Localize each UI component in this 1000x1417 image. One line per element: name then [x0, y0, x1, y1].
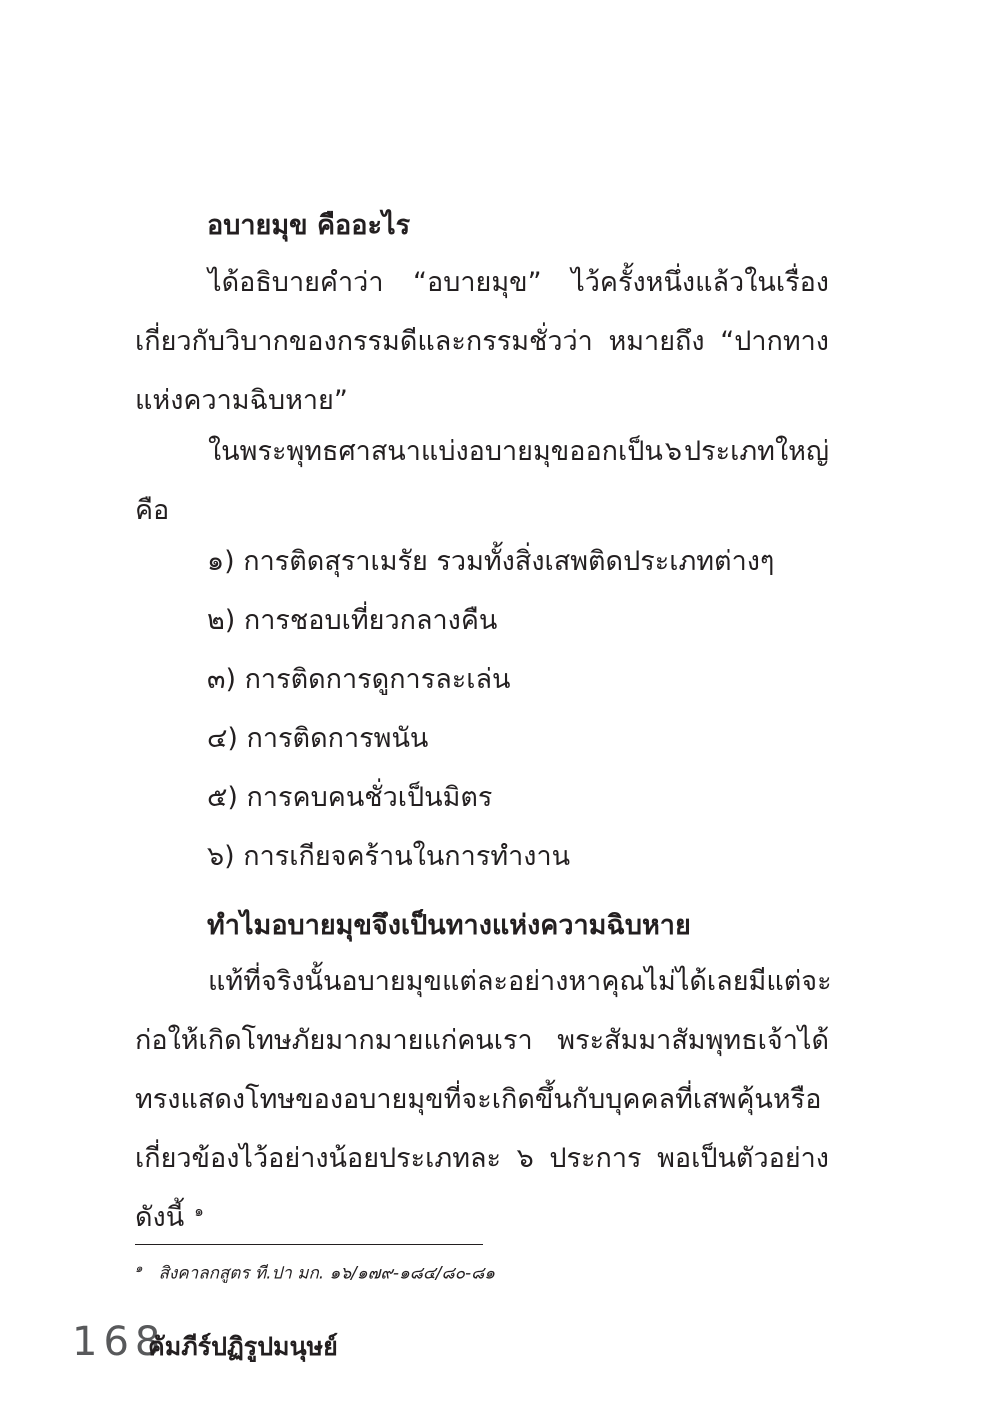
text-segment: “อบายมุข”: [413, 267, 542, 298]
text-segment: ประเภทใหญ่: [684, 436, 829, 467]
text-segment: “ปากทาง: [720, 326, 829, 357]
text-segment: ๖: [664, 436, 682, 467]
text-line: [135, 438, 829, 497]
list-item: ๕) การคบคนชั่วเป็นมิตร: [207, 782, 493, 813]
text-line: [135, 1027, 829, 1086]
footnote: [135, 1262, 495, 1283]
paragraph-definition: [135, 269, 829, 446]
text-segment: คือ: [135, 495, 170, 526]
book-title: คัมภีร์ปฏิรูปมนุษย์: [148, 1332, 338, 1361]
text-line: [135, 1086, 829, 1145]
text-segment: แห่งความฉิบหาย”: [135, 385, 348, 416]
text-line: [135, 269, 829, 328]
text-line: [135, 1145, 829, 1204]
text-segment: มีแต่จะ: [748, 966, 832, 997]
list-item: ๒) การชอบเที่ยวกลางคืน: [207, 605, 498, 636]
text-segment: หมายถึง: [608, 326, 705, 357]
list-item: ๖) การเกียจคร้านในการทำงาน: [207, 841, 571, 872]
paragraph-six-types: [135, 438, 829, 556]
footnote-divider: [135, 1244, 483, 1245]
text-segment: ในพระพุทธศาสนาแบ่งอบายมุขออกเป็น: [208, 436, 663, 467]
text-segment: ทรงแสดงโทษของอบายมุขที่จะเกิดขึ้นกับบุคคลที่เสพคุ้นหรือ: [135, 1084, 822, 1115]
text-segment: ประการ: [549, 1143, 642, 1174]
footnote-text: สิงคาลกสูตร ที.ปา มก. ๑๖/๑๗๙-๑๘๔/๘๐-๘๑: [158, 1263, 496, 1284]
text-segment: แท้ที่จริงนั้นอบายมุขแต่ละอย่างหาคุณไม่ได้เลย: [208, 966, 749, 997]
section-heading-what-is-apayamukha: อบายมุข คืออะไร: [207, 210, 411, 241]
list-item: ๑) การติดสุราเมรัย รวมทั้งสิ่งเสพติดประเภทต่างๆ: [207, 546, 775, 577]
text-line: [135, 328, 829, 387]
text-segment: พระสัมมาสัมพุทธเจ้าได้: [557, 1025, 829, 1056]
page-number: 168: [72, 1319, 167, 1365]
text-segment: เกี่ยวกับวิบากของกรรมดีและกรรมชั่วว่า: [135, 326, 593, 357]
text-line: [135, 966, 832, 1027]
text-segment: ได้อธิบายคำว่า: [208, 267, 384, 298]
text-segment: ก่อให้เกิดโทษภัยมากมายแก่คนเรา: [135, 1025, 533, 1056]
text-segment: ๖: [516, 1143, 534, 1174]
list-item: ๓) การติดการดูการละเล่น: [207, 664, 511, 695]
section-heading-why-ruin: ทำไมอบายมุขจึงเป็นทางแห่งความฉิบหาย: [207, 910, 691, 941]
footnote-mark: ๑: [135, 1261, 143, 1275]
text-segment: พอเป็นตัวอย่าง: [657, 1143, 829, 1174]
list-item: ๔) การติดการพนัน: [207, 723, 429, 754]
text-line: [135, 1204, 829, 1263]
paragraph-dangers: [135, 966, 832, 1263]
text-segment: เกี่ยวข้องไว้อย่างน้อยประเภทละ: [135, 1143, 502, 1174]
text-segment: ไว้ครั้งหนึ่งแล้วในเรื่อง: [571, 267, 829, 298]
footnote-reference[interactable]: ๑: [194, 1202, 204, 1220]
text-segment: ดังนี้: [135, 1202, 185, 1233]
